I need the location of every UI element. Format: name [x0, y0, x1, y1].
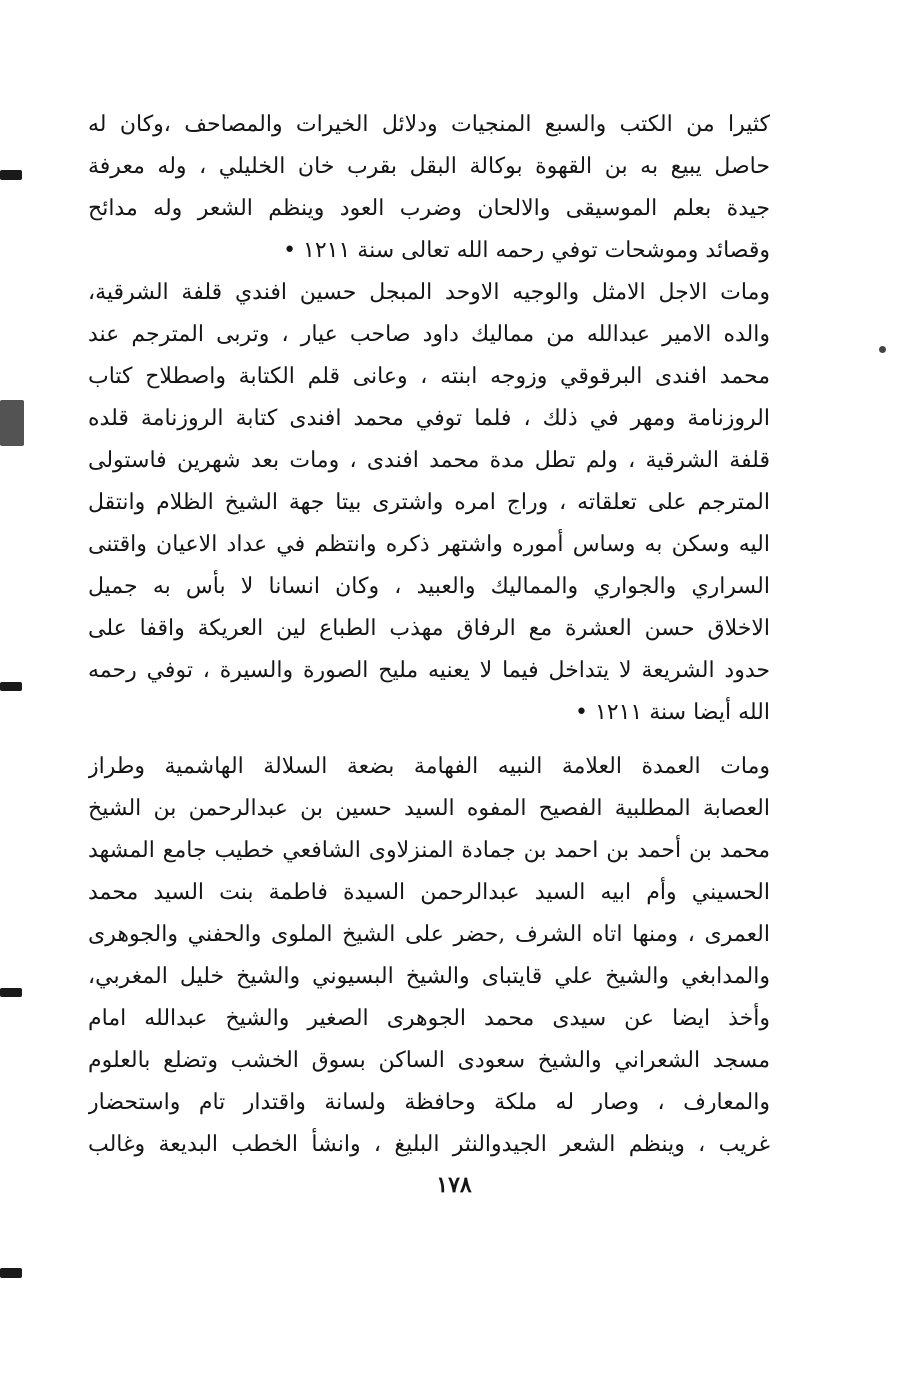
- text-line: والمعارف ، وصار له ملكة وحافظة ولسانة واقتدار تام واستحضار: [88, 1090, 770, 1115]
- text-line: الاخلاق حسن العشرة مع الرفاق مهذب الطباع لين العريكة واقفا على: [88, 616, 770, 641]
- text-line: غريب ، وينظم الشعر الجيدوالنثر البليغ ، وانشأ الخطب البديعة وغالب: [88, 1132, 770, 1157]
- text-line: حاصل يبيع به بن القهوة بوكالة البقل بقرب خان الخليلي ، وله معرفة: [88, 154, 770, 179]
- text-line: كثيرا من الكتب والسبع المنجيات ودلائل الخيرات والمصاحف ،وكان له: [88, 112, 770, 137]
- binding-mark: [0, 1268, 22, 1278]
- text-line: محمد بن أحمد بن احمد بن جمادة المنزلاوى الشافعي خطيب جامع المشهد: [88, 838, 770, 863]
- text-line: جيدة بعلم الموسيقى والالحان وضرب العود وينظم الشعر وله مدائح: [88, 196, 770, 221]
- page-number: ١٧٨: [436, 1172, 472, 1198]
- text-line: اليه وسكن به وساس أموره واشتهر ذكره وانتظم في عداد الاعيان واقتنى: [88, 532, 770, 557]
- text-line: الله أيضا سنة ١٢١١ •: [574, 700, 770, 725]
- text-line: ومات العمدة العلامة النبيه الفهامة بضعة السلالة الهاشمية وطراز: [88, 754, 770, 779]
- text-line: العصابة المطلبية الفصيح المفوه السيد حسين بن عبدالرحمن بن الشيخ: [88, 796, 770, 821]
- ink-speck: [879, 346, 886, 353]
- text-line: مسجد الشعراني والشيخ سعودى الساكن بسوق الخشب وتضلع بالعلوم: [88, 1048, 770, 1073]
- text-line: الحسيني وأم ابيه السيد عبدالرحمن السيدة فاطمة بنت السيد محمد: [88, 880, 770, 905]
- text-line: محمد افندى البرقوقي وزوجه ابنته ، وعانى قلم الكتابة واصطلاح كتاب: [88, 364, 770, 389]
- text-line: والمدابغي والشيخ علي قايتباى والشيخ البسيوني والشيخ خليل المغربي،: [88, 964, 770, 989]
- binding-mark: [0, 170, 22, 180]
- binding-mark: [0, 400, 24, 446]
- text-line: السراري والجواري والمماليك والعبيد ، وكان انسانا لا بأس به جميل: [88, 574, 770, 599]
- text-line: والده الامير عبدالله من مماليك داود صاحب عيار ، وتربى المترجم عند: [88, 322, 770, 347]
- binding-mark: [0, 988, 22, 997]
- text-line: العمرى ، ومنها اتاه الشرف ,حضر على الشيخ الملوى والحفني والجوهرى: [88, 922, 770, 947]
- binding-mark: [0, 682, 22, 691]
- text-line: ومات الاجل الامثل والوجيه الاوحد المبجل حسين افندي قلفة الشرقية،: [88, 280, 770, 305]
- text-line: حدود الشريعة لا يتداخل فيما لا يعنيه مليح الصورة والسيرة ، توفي رحمه: [88, 658, 770, 683]
- body-text: [88, 104, 770, 1166]
- text-line: وقصائد وموشحات توفي رحمه الله تعالى سنة ١٢١١ •: [283, 238, 770, 263]
- text-line: المترجم على تعلقاته ، وراج امره واشترى بيتا جهة الشيخ الظلام وانتقل: [88, 490, 770, 515]
- text-line: قلفة الشرقية ، ولم تطل مدة محمد افندى ، ومات بعد شهرين فاستولى: [88, 448, 770, 473]
- text-line: وأخذ ايضا عن سيدى محمد الجوهرى الصغير والشيخ عبدالله امام: [88, 1006, 770, 1031]
- text-line: الروزنامة ومهر في ذلك ، فلما توفي محمد افندى كتابة الروزنامة قلده: [88, 406, 770, 431]
